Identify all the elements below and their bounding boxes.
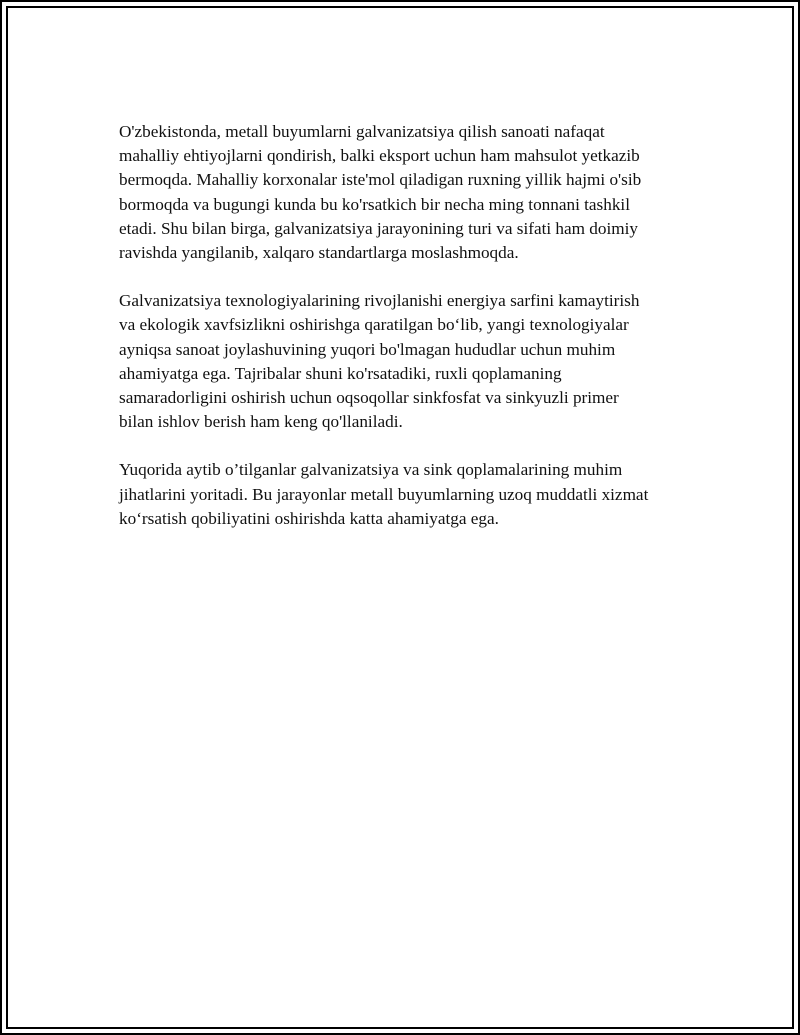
text-line: bermoqda. Mahalliy korxonalar iste'mol qiladigan ruxning yillik hajmi o'sib (119, 170, 642, 190)
paragraph-2 (119, 289, 699, 434)
text-line: ayniqsa sanoat joylashuvining yuqori bo'lmagan hududlar uchun muhim (119, 339, 616, 359)
text-line: ravishda yangilanib, xalqaro standartlarga moslashmoqda. (119, 243, 519, 263)
text-line: mahalliy ehtiyojlarni qondirish, balki eksport uchun ham mahsulot yetkazib (119, 146, 640, 166)
text-line: Galvanizatsiya texnologiyalarining rivojlanishi energiya sarfini kamaytirish (119, 291, 640, 311)
text-line: samaradorligini oshirish uchun oqsoqollar sinkfosfat va sinkyuzli primer (119, 388, 619, 408)
text-line: ahamiyatga ega. Tajribalar shuni ko'rsatadiki, ruxli qoplamaning (119, 363, 562, 383)
text-line: ko‘rsatish qobiliyatini oshirishda katta ahamiyatga ega. (119, 508, 499, 528)
text-line: Yuqorida aytib o’tilganlar galvanizatsiya va sink qoplamalarining muhim (119, 460, 623, 480)
text-line: bilan ishlov berish ham keng qo'llaniladi. (119, 412, 403, 432)
text-line: bormoqda va bugungi kunda bu ko'rsatkich bir necha ming tonnani tashkil (119, 194, 630, 214)
document-body (119, 120, 699, 555)
text-line: va ekologik xavfsizlikni oshirishga qaratilgan bo‘lib, yangi texnologiyalar (119, 315, 629, 335)
text-line: etadi. Shu bilan birga, galvanizatsiya jarayonining turi va sifati ham doimiy (119, 218, 639, 238)
paragraph-3 (119, 458, 699, 531)
text-line: O'zbekistonda, metall buyumlarni galvanizatsiya qilish sanoati nafaqat (119, 122, 605, 141)
text-line: jihatlarini yoritadi. Bu jarayonlar metall buyumlarning uzoq muddatli xizmat (119, 484, 649, 504)
paragraph-1 (119, 120, 699, 265)
